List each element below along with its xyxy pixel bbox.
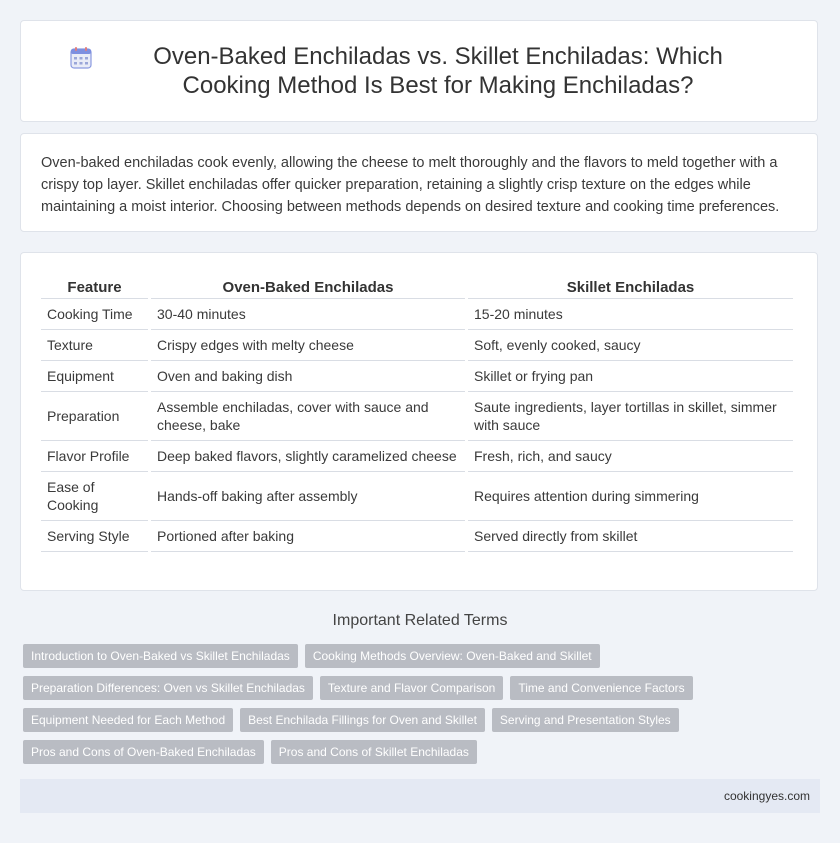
- cell-skillet: Served directly from skillet: [468, 521, 793, 552]
- header-feature: Feature: [41, 273, 148, 299]
- related-tags: [23, 644, 813, 772]
- cell-feature: Equipment: [41, 361, 148, 392]
- table-row: [41, 392, 793, 441]
- table-header-row: [41, 273, 793, 299]
- related-tag[interactable]: Preparation Differences: Oven vs Skillet Enchiladas: [23, 676, 313, 700]
- cell-oven: Crispy edges with melty cheese: [151, 330, 465, 361]
- header-skillet: Skillet Enchiladas: [468, 273, 793, 299]
- footer-site[interactable]: cookingyes.com: [723, 789, 810, 803]
- related-tag[interactable]: Pros and Cons of Skillet Enchiladas: [271, 740, 477, 764]
- cell-oven: Oven and baking dish: [151, 361, 465, 392]
- comparison-card: [20, 252, 818, 591]
- related-tag[interactable]: Introduction to Oven-Baked vs Skillet Enchiladas: [23, 644, 298, 668]
- header-oven-baked: Oven-Baked Enchiladas: [151, 273, 465, 299]
- tag-row: [23, 676, 813, 700]
- table-row: [41, 299, 793, 330]
- table-row: [41, 472, 793, 521]
- related-tag[interactable]: Equipment Needed for Each Method: [23, 708, 233, 732]
- related-terms-title: Important Related Terms: [332, 612, 508, 629]
- summary-card: [20, 133, 818, 232]
- related-tag[interactable]: Serving and Presentation Styles: [492, 708, 679, 732]
- related-tag[interactable]: Pros and Cons of Oven-Baked Enchiladas: [23, 740, 264, 764]
- cell-feature: Preparation: [41, 392, 148, 441]
- related-tag[interactable]: Texture and Flavor Comparison: [320, 676, 503, 700]
- cell-skillet: 15-20 minutes: [468, 299, 793, 330]
- cell-skillet: Saute ingredients, layer tortillas in skillet, simmer with sauce: [468, 392, 793, 441]
- cell-skillet: Soft, evenly cooked, saucy: [468, 330, 793, 361]
- cell-skillet: Skillet or frying pan: [468, 361, 793, 392]
- cell-feature: Cooking Time: [41, 299, 148, 330]
- cell-skillet: Requires attention during simmering: [468, 472, 793, 521]
- footer: [20, 779, 820, 813]
- comparison-table: [38, 273, 796, 552]
- cell-skillet: Fresh, rich, and saucy: [468, 441, 793, 472]
- title-card: [20, 20, 818, 122]
- table-row: [41, 441, 793, 472]
- cell-oven: Portioned after baking: [151, 521, 465, 552]
- cell-oven: Hands-off baking after assembly: [151, 472, 465, 521]
- tag-row: [23, 708, 813, 732]
- table-row: [41, 330, 793, 361]
- cell-feature: Ease of Cooking: [41, 472, 148, 521]
- cell-oven: 30-40 minutes: [151, 299, 465, 330]
- title-wrap: [69, 42, 769, 100]
- cell-feature: Texture: [41, 330, 148, 361]
- page-title: Oven-Baked Enchiladas vs. Skillet Enchiladas: Which Cooking Method Is Best for Making Enchiladas?: [153, 43, 723, 99]
- table-row: [41, 521, 793, 552]
- cell-oven: Assemble enchiladas, cover with sauce and cheese, bake: [151, 392, 465, 441]
- calendar-icon: [69, 46, 93, 70]
- related-tag[interactable]: Best Enchilada Fillings for Oven and Skillet: [240, 708, 485, 732]
- cell-oven: Deep baked flavors, slightly caramelized cheese: [151, 441, 465, 472]
- tag-row: [23, 740, 813, 764]
- related-tag[interactable]: Cooking Methods Overview: Oven-Baked and Skillet: [305, 644, 600, 668]
- related-tag[interactable]: Time and Convenience Factors: [510, 676, 692, 700]
- table-row: [41, 361, 793, 392]
- summary-text: Oven-baked enchiladas cook evenly, allowing the cheese to melt thoroughly and the flavors to meld together with a crispy top layer. Skillet enchiladas offer quicker preparation, retaining a slightly crisp texture on the edges while maintaining a moist interior. Choosing between methods depends on desired texture and cooking time preferences.: [41, 155, 780, 215]
- cell-feature: Serving Style: [41, 521, 148, 552]
- cell-feature: Flavor Profile: [41, 441, 148, 472]
- tag-row: [23, 644, 813, 668]
